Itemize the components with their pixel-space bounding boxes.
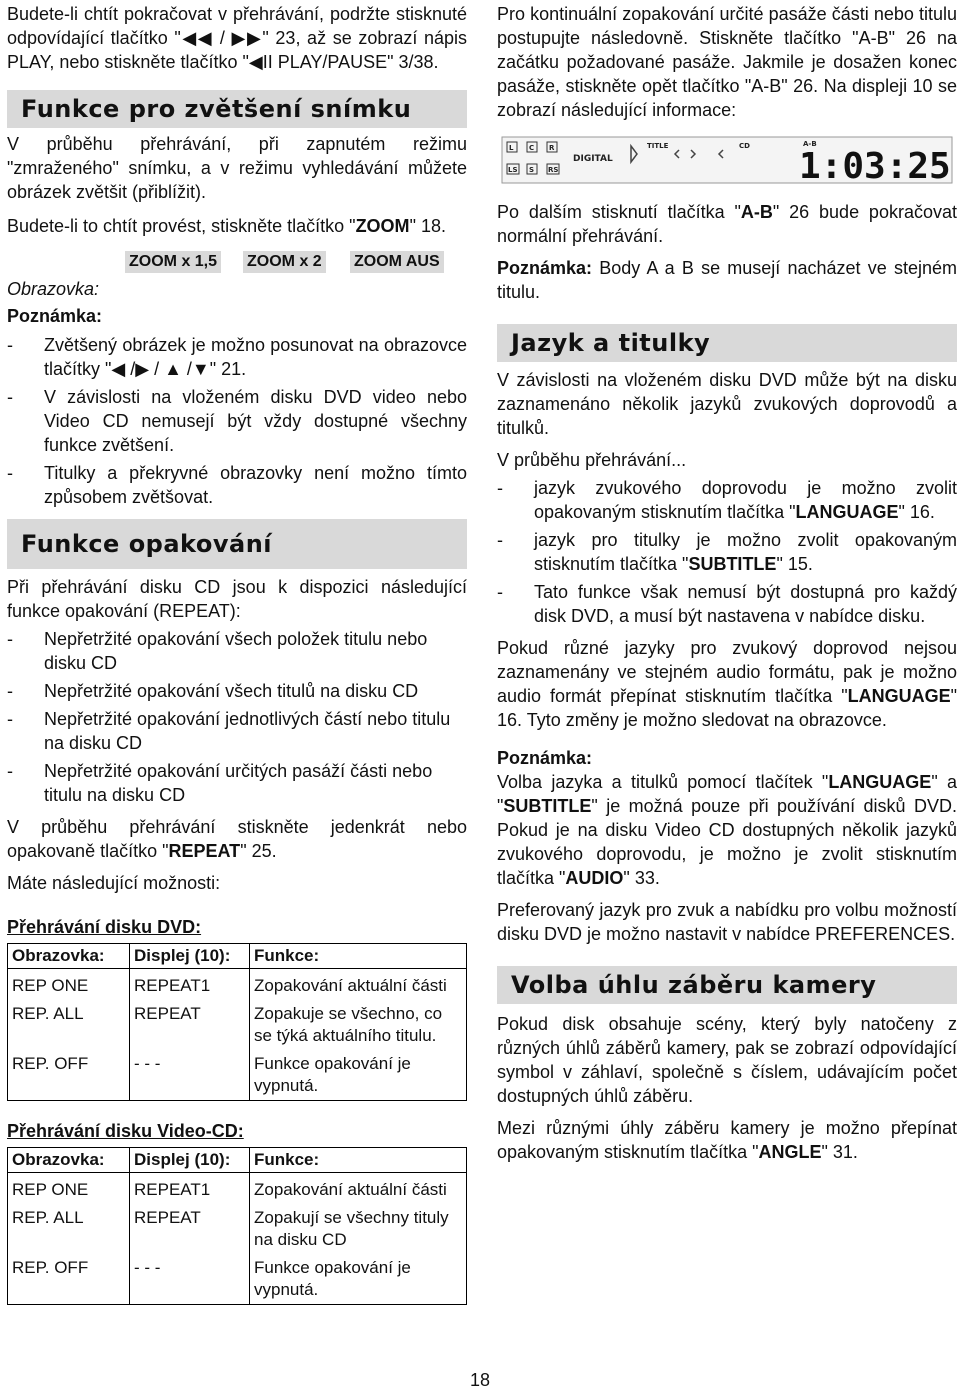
table-header-cell: Displej (10): — [130, 944, 250, 969]
repeat-item: - Nepřetržité opakování určitých pasáží části nebo titulu na disku CD — [7, 761, 433, 805]
language-list — [497, 476, 957, 628]
zoom-note-text: Zvětšený obrázek je možno posunovat na obrazovce tlačítky "◀ /▶ / ▲ /▼" 21. — [44, 335, 467, 379]
table-cell: Funkce opakování je vypnutá. — [250, 1254, 467, 1305]
language-item: - jazyk pro titulky je možno zvolit opakovaným stisknutím tlačítka "SUBTITLE" 15. — [497, 530, 957, 574]
table-cell: REP. ALL — [8, 1000, 130, 1050]
zoom-p2-text: Budete-li to chtít provést, stiskněte tlačítko " — [7, 216, 356, 236]
zoom-p2-tail: " 18. — [409, 216, 446, 236]
display-ab-label: A-B — [803, 140, 817, 148]
language-note-text: Volba jazyka a titulků pomocí tlačítek " — [497, 772, 829, 792]
right-column — [497, 0, 957, 1164]
ab-note-text: Body A a B se musejí nacházet ve stejném titulu. — [497, 258, 957, 302]
table-cell: REP. OFF — [8, 1050, 130, 1101]
ab-button-name: A-B — [740, 202, 773, 222]
language-paragraph-1: V závislosti na vloženém disku DVD může být na disku zaznamenáno několik jazyků zvukových doprovodů a titulků. — [497, 370, 957, 438]
repeat-heading: Funkce opakování — [7, 519, 467, 569]
zoom-paragraph-2 — [7, 214, 467, 238]
ab-p2-text: Po dalším stisknutí tlačítka " — [497, 202, 741, 222]
table-row — [8, 1204, 467, 1254]
table-cell: Funkce opakování je vypnutá. — [250, 1050, 467, 1101]
table-header-cell: Obrazovka: — [8, 944, 130, 969]
language-note-text: " a " — [497, 772, 958, 816]
table-cell: REP ONE — [8, 1173, 130, 1205]
language-button-name: LANGUAGE — [828, 772, 932, 792]
ab-p2-tail: " 26 bude pokračovat normální přehrávání. — [497, 202, 957, 246]
zoom-note: - Titulky a překryvné obrazovky není možno tímto způsobem zvětšovat. — [7, 463, 467, 507]
table-cell: REPEAT1 — [130, 1173, 250, 1205]
repeat-item-text: Nepřetržité opakování všech položek titulu nebo disku CD — [44, 629, 428, 673]
dvd-table-title: Přehrávání disku DVD: — [7, 917, 202, 937]
table-header-cell: Funkce: — [250, 1148, 467, 1173]
table-header-cell: Funkce: — [250, 944, 467, 969]
angle-paragraph-2 — [497, 1116, 957, 1164]
zoom-screen-row — [7, 251, 467, 303]
language-item-text: jazyk pro titulky je možno zvolit opakovaným stisknutím tlačítka " — [534, 530, 957, 574]
repeat-item: - Nepřetržité opakování všech titulů na disku CD — [7, 681, 419, 701]
repeat-p2-text: V průběhu přehrávání stiskněte jedenkrát nebo opakovaně tlačítko " — [7, 817, 467, 861]
zoom-note: - V závislosti na vloženém disku DVD video nebo Video CD nemusejí být vždy dostupné všechny funkce zvětšení. — [7, 387, 467, 455]
repeat-paragraph-1: Při přehrávání disku CD jsou k dispozici následující funkce opakování (REPEAT): — [7, 577, 467, 621]
intro-paragraph: Budete-li chtít pokračovat v přehrávání, podržte stisknuté odpovídající tlačítko "◀◀ / ▶▶" 23, až se zobrazí nápis PLAY, nebo stiskněte tlačítko "◀II PLAY/PAUSE" 3/38. — [7, 4, 467, 72]
repeat-item: - Nepřetržité opakování všech položek titulu nebo disku CD — [7, 629, 428, 673]
zoom-paragraph-1: V průběhu přehrávání, při zapnutém režimu "zmraženého" snímku, a v režimu vyhledávání můžete obrázek zvětšit (přiblížit). — [7, 134, 467, 202]
language-p3-tail: " 16. Tyto změny je možno sledovat na obrazovce. — [497, 686, 957, 730]
language-note-label: Poznámka: — [497, 748, 593, 768]
angle-paragraph-1: Pokud disk obsahuje scény, který byly natočeny z různých úhlů záběrů kamery, pak se zobrazí odpovídající symbol v záhlaví, společně s číslem, udávajícím počet dostupných úhlů záběru. — [497, 1014, 957, 1106]
table-cell: Zopakují se všechny tituly na disku CD — [250, 1204, 467, 1254]
language-heading: Jazyk a titulky — [497, 324, 957, 362]
display-panel-illustration — [501, 136, 953, 184]
ab-note — [497, 256, 957, 304]
repeat-list — [7, 627, 467, 807]
language-note-text: " je možná pouze při používání disků DVD. Pokud je na disku Video CD dostupných několik jazyků zvukového doprovodu, je možno je zvolit stisknutím tlačítka " — [497, 796, 957, 888]
language-item-tail: " 15. — [776, 554, 813, 574]
ab-paragraph-2 — [497, 200, 957, 248]
repeat-item-text: Nepřetržité opakování určitých pasáží části nebo titulu na disku CD — [44, 761, 433, 805]
table-header-row — [8, 944, 467, 969]
zoom-note: - Zvětšený obrázek je možno posunovat na obrazovce tlačítky "◀ /▶ / ▲ /▼" 21. — [7, 335, 467, 379]
language-note — [497, 770, 957, 890]
repeat-paragraph-3: Máte následující možnosti: — [7, 873, 221, 893]
left-column — [7, 0, 467, 1305]
display-cd-label: CD — [739, 142, 750, 150]
display-indicator: LS — [508, 166, 518, 174]
audio-button-name: AUDIO — [565, 868, 624, 888]
repeat-item-text: Nepřetržité opakování jednotlivých částí nebo titulu na disku CD — [44, 709, 451, 753]
angle-button-name: ANGLE — [758, 1142, 822, 1162]
zoom-option-2: ZOOM x 2 — [243, 251, 326, 273]
display-indicator: S — [529, 166, 535, 174]
display-title-label: TITLE — [647, 142, 669, 150]
language-paragraph-2: V průběhu přehrávání... — [497, 450, 687, 470]
table-row — [8, 1000, 467, 1050]
repeat-button-name: REPEAT — [168, 841, 241, 861]
angle-heading: Volba úhlu záběru kamery — [497, 966, 957, 1004]
language-item: - Tato funkce však nemusí být dostupná pro každý disk DVD, a musí být nastavena v nabídce disku. — [497, 582, 957, 626]
table-cell: REPEAT — [130, 1204, 250, 1254]
table-cell: Zopakuje se všechno, co se týká aktuálního titulu. — [250, 1000, 467, 1050]
table-cell: - - - — [130, 1050, 250, 1101]
table-cell: REPEAT1 — [130, 969, 250, 1001]
repeat-paragraph-2 — [7, 815, 467, 863]
angle-p2-tail: " 31. — [821, 1142, 858, 1162]
display-indicator: RS — [548, 166, 559, 174]
zoom-button-name: ZOOM — [355, 216, 410, 236]
table-cell: Zopakování aktuální části — [250, 1173, 467, 1205]
table-header-row — [8, 1148, 467, 1173]
display-indicator: C — [529, 144, 535, 152]
language-item-text: jazyk zvukového doprovodu je možno zvolit opakovaným stisknutím tlačítka " — [534, 478, 957, 522]
table-row — [8, 1173, 467, 1205]
zoom-notes — [7, 333, 467, 509]
table-header-cell: Displej (10): — [130, 1148, 250, 1173]
language-paragraph-3 — [497, 636, 957, 732]
table-row — [8, 969, 467, 1001]
language-button-name: LANGUAGE — [847, 686, 951, 706]
language-paragraph-4: Preferovaný jazyk pro zvuk a nabídku pro volbu možností disku DVD je možno nastavit v nabídce PREFERENCES. — [497, 900, 957, 944]
note-label: Poznámka: — [7, 306, 103, 326]
display-time: 1:03:25 — [799, 146, 951, 184]
subtitle-button-name: SUBTITLE — [688, 554, 777, 574]
display-panel-svg — [501, 136, 953, 184]
language-button-name: LANGUAGE — [795, 502, 899, 522]
language-p3-text: Pokud různé jazyky pro zvukový doprovod nejsou zaznamenány ve stejném audio formátu, pak je možno audio formát přepínat stisknutím tlačítka " — [497, 638, 957, 706]
table-cell: REPEAT — [130, 1000, 250, 1050]
repeat-item-text: Nepřetržité opakování všech titulů na disku CD — [44, 681, 419, 701]
table-row — [8, 1050, 467, 1101]
page-number: 18 — [469, 1370, 491, 1390]
zoom-note-text: Titulky a překryvné obrazovky není možno tímto způsobem zvětšovat. — [44, 463, 467, 507]
table-cell: REP ONE — [8, 969, 130, 1001]
display-indicator: L — [509, 144, 514, 152]
repeat-item: - Nepřetržité opakování jednotlivých částí nebo titulu na disku CD — [7, 709, 451, 753]
language-item-text: Tato funkce však nemusí být dostupná pro každý disk DVD, a musí být nastavena v nabídce disku. — [534, 582, 957, 626]
angle-p2-text: Mezi různými úhly záběru kamery je možno přepínat opakovaným stisknutím tlačítka " — [497, 1118, 957, 1162]
table-cell: REP. ALL — [8, 1204, 130, 1254]
table-header-cell: Obrazovka: — [8, 1148, 130, 1173]
subtitle-button-name: SUBTITLE — [503, 796, 592, 816]
zoom-note-text: V závislosti na vloženém disku DVD video nebo Video CD nemusejí být vždy dostupné všechny funkce zvětšení. — [44, 387, 467, 455]
table-cell: - - - — [130, 1254, 250, 1305]
language-item-tail: " 16. — [898, 502, 935, 522]
zoom-heading: Funkce pro zvětšení snímku — [7, 90, 467, 128]
screen-label: Obrazovka: — [7, 279, 100, 299]
zoom-option-3: ZOOM AUS — [350, 251, 444, 273]
display-indicator: R — [549, 144, 555, 152]
repeat-p2-tail: " 25. — [240, 841, 277, 861]
table-row — [8, 1254, 467, 1305]
language-item: - jazyk zvukového doprovodu je možno zvolit opakovaným stisknutím tlačítka "LANGUAGE" 16. — [497, 478, 957, 522]
vcd-repeat-table — [7, 1147, 467, 1305]
vcd-table-title: Přehrávání disku Video-CD: — [7, 1121, 244, 1141]
table-cell: Zopakování aktuální části — [250, 969, 467, 1001]
ab-note-label: Poznámka: — [497, 258, 593, 278]
language-note-tail: " 33. — [623, 868, 660, 888]
zoom-option-1: ZOOM x 1,5 — [125, 251, 221, 273]
display-digital: DIGITAL — [573, 154, 613, 164]
table-cell: REP. OFF — [8, 1254, 130, 1305]
dvd-repeat-table — [7, 943, 467, 1101]
ab-paragraph-1: Pro kontinuální zopakování určité pasáže části nebo titulu postupujte následovně. Stiskněte tlačítko "A-B" 26 na začátku požadované pasáže. Jakmile je dosažen konec pasáže, stiskněte opět tlačítko "A-B" 26. Na displeji 10 se zobrazí následující informace: — [497, 4, 957, 120]
